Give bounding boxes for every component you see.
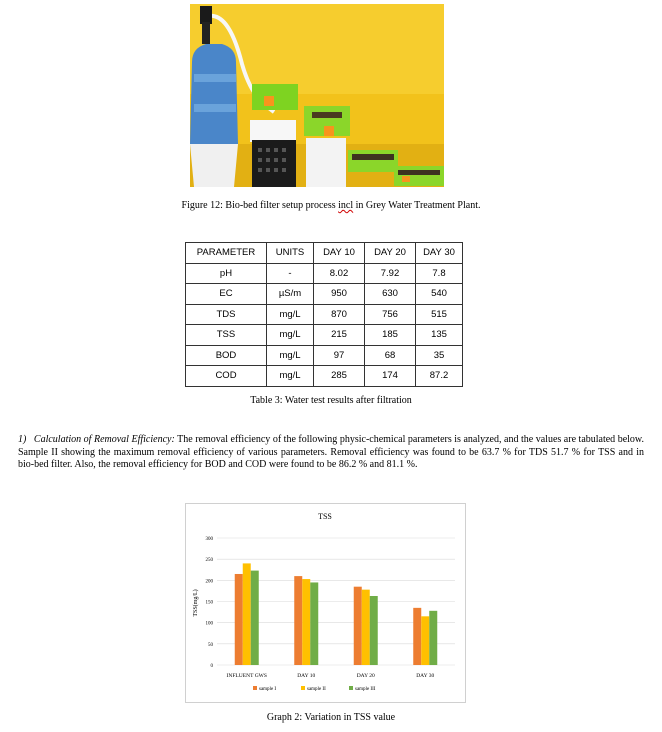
bar [370, 596, 378, 665]
table-header-cell: DAY 10 [314, 243, 365, 264]
table-cell: 135 [416, 325, 463, 346]
x-tick-label: DAY 30 [416, 673, 435, 679]
table-cell: 540 [416, 284, 463, 305]
bar [354, 587, 362, 665]
x-tick-label: DAY 10 [297, 673, 316, 679]
table-cell: 97 [314, 345, 365, 366]
table-cell: mg/L [267, 304, 314, 325]
table-cell: 174 [365, 366, 416, 387]
y-tick-label: 200 [205, 579, 213, 585]
table-cell: pH [186, 263, 267, 284]
bar [362, 590, 370, 665]
y-tick-label: 250 [205, 558, 213, 564]
table-cell: 68 [365, 345, 416, 366]
legend-label: sample I [259, 687, 277, 692]
table-cell: BOD [186, 345, 267, 366]
legend-label: sample III [355, 687, 376, 692]
table-cell: mg/L [267, 325, 314, 346]
legend-swatch [349, 686, 353, 690]
bar [310, 582, 318, 665]
y-tick-label: 50 [208, 642, 213, 648]
bar [413, 608, 421, 665]
table-cell: 756 [365, 304, 416, 325]
table-cell: mg/L [267, 345, 314, 366]
table-cell: 630 [365, 284, 416, 305]
removal-efficiency-paragraph [18, 434, 644, 472]
bar [421, 616, 429, 665]
table-row [186, 263, 463, 284]
y-tick-label: 100 [205, 621, 213, 627]
figure-caption: Figure 12: Bio-bed filter setup process incl in Grey Water Treatment Plant. [181, 200, 481, 211]
list-number: 1) [18, 434, 27, 445]
table-cell: TSS [186, 325, 267, 346]
table-row [186, 284, 463, 305]
paragraph-body: The removal efficiency of the following physic-chemical parameters is analyzed, and the values are tabulated below. Sample II showing the maximum removal efficiency of various parameters. Removal efficiency was found to be 63.7 % for TDS 51.7 % for TSS and in bio-bed filter. Also, the removal efficiency for BOD and COD were found to be 86.2 % and 81.1 %. [18, 434, 644, 470]
bar [243, 563, 251, 665]
table-caption: Table 3: Water test results after filtration [250, 395, 412, 406]
table-header-cell: UNITS [267, 243, 314, 264]
water-test-results-table [185, 242, 463, 387]
legend-label: sample II [307, 687, 326, 692]
table-cell: 87.2 [416, 366, 463, 387]
x-tick-label: INFLUENT GWS [226, 673, 267, 679]
x-tick-label: DAY 20 [356, 673, 375, 679]
y-tick-label: 150 [205, 600, 213, 606]
table-cell: 515 [416, 304, 463, 325]
chart-title: TSS [318, 512, 332, 521]
table-cell: mg/L [267, 366, 314, 387]
bio-bed-filter-photo [190, 4, 444, 187]
table-cell: 35 [416, 345, 463, 366]
table-header-cell: DAY 30 [416, 243, 463, 264]
table-header-row [186, 243, 463, 264]
table-cell: 185 [365, 325, 416, 346]
table-cell: EC [186, 284, 267, 305]
table-cell: COD [186, 366, 267, 387]
photo-illustration [190, 4, 444, 187]
table-cell: - [267, 263, 314, 284]
table-row [186, 366, 463, 387]
graph-caption: Graph 2: Variation in TSS value [266, 712, 396, 723]
table-cell: µS/m [267, 284, 314, 305]
table-cell: 7.8 [416, 263, 463, 284]
table-cell: 950 [314, 284, 365, 305]
table-cell: 870 [314, 304, 365, 325]
tss-chart-svg [185, 503, 466, 703]
bar [251, 571, 259, 665]
table-cell: 215 [314, 325, 365, 346]
legend-swatch [301, 686, 305, 690]
table-row [186, 304, 463, 325]
bar [429, 611, 437, 665]
table-cell: 285 [314, 366, 365, 387]
table-header-cell: DAY 20 [365, 243, 416, 264]
table-cell: 8.02 [314, 263, 365, 284]
table-cell: 7.92 [365, 263, 416, 284]
paragraph-heading: Calculation of Removal Efficiency: [33, 434, 175, 445]
table-row [186, 325, 463, 346]
bar [235, 574, 243, 665]
legend-swatch [253, 686, 257, 690]
tss-chart [185, 503, 466, 703]
bar [294, 576, 302, 665]
y-tick-label: 300 [205, 537, 213, 542]
table-cell: TDS [186, 304, 267, 325]
y-axis-label: TSS(mg/L) [193, 589, 199, 617]
table-header-cell: PARAMETER [186, 243, 267, 264]
bar [302, 579, 310, 665]
table-row [186, 345, 463, 366]
y-tick-label: 0 [210, 664, 213, 669]
